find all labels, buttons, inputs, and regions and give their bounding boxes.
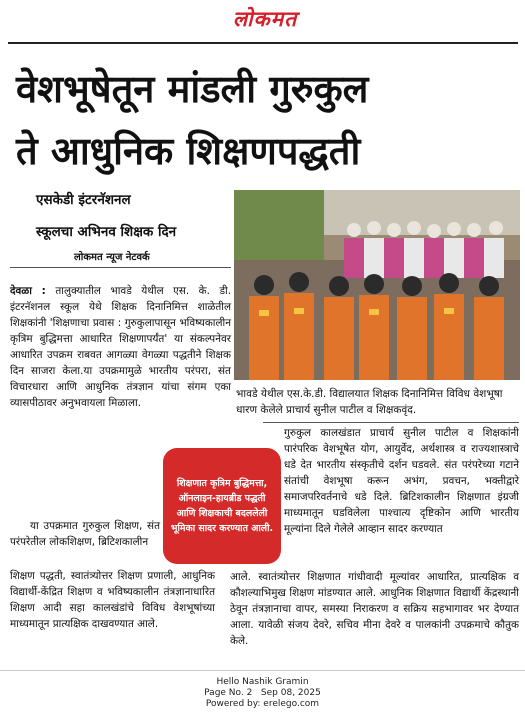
callout-box	[163, 448, 281, 564]
caption-rule	[263, 422, 519, 423]
byline: लोकमत न्यूज नेटवर्क	[74, 252, 150, 263]
byline-rule	[10, 267, 231, 268]
headline-line-1: वेशभूषेतून मांडली गुरुकुल	[16, 67, 369, 111]
lokmat-logo: लोकमत	[232, 6, 298, 31]
article-paragraph-2: उपक्रमामुळे भारतीय परंपरा, संत विचारधारा आणि आधुनिक तंत्रज्ञान यांचा संगम एका व्यासपीठावर अनुभवायला मिळाला.	[10, 365, 231, 409]
article-paragraph-4: शिक्षण पद्धती, स्वातंत्र्योत्तर शिक्षण प्रणाली, आधुनिक विद्यार्थी-केंद्रित शिक्षण व भविष्यकालीन तंत्रज्ञानाधारित शिक्षण आदी सहा कालखंडांचे विविध वेशभूषांच्या माध्यमातून प्रात्यक्षिक दाखवण्यात आले.	[10, 570, 215, 630]
footer-powered-by: Powered by: erelego.com	[205, 699, 320, 709]
photo-caption: भावडे येथील एस.के.डी. विद्यालयात शिक्षक दिनानिमित्त विविध वेशभूषा धारण केलेले प्राचार्य सुनील पाटील व शिक्षकवृंद.	[236, 388, 503, 416]
subheadline-line-1: एसकेडी इंटरनॅशनल	[36, 192, 131, 208]
article-column-left-lower	[10, 518, 160, 550]
dateline: देवळा :	[10, 285, 46, 297]
article-paragraph-5: गुरुकुल कालखंडात प्राचार्य सुनील पाटील व शिक्षकांनी पारंपरिक वेशभूषेत योग, आयुर्वेद, अर्थशास्त्र व राज्यशास्त्राचे धडे देत भारतीय संस्कृतीचे दर्शन घडवले. संत परंपरेच्या गटाने संतांची वेशभूषा करून अभंग, प्रवचन, भक्तीद्वारे समाजपरिवर्तनाचे धडे दिले. ब्रिटिशकालीन शिक्षणात इंग्रजी माध्यमातून घडविलेला पाश्चात्य दृष्टिकोन आणि भारतीय मूल्यांना दिले गेलेले आव्हान सादर करण्यात	[284, 427, 519, 535]
article-column-left	[10, 283, 231, 411]
masthead	[0, 0, 525, 44]
article-column-right-lower	[230, 569, 519, 649]
footer-edition: Hello Nashik Gramin	[216, 677, 309, 687]
article-column-left-bottom	[10, 568, 215, 632]
article-paragraph-6: आले. स्वातंत्र्योत्तर शिक्षणात गांधीवादी मूल्यांवर आधारित, प्रात्यक्षिक व कौशल्याभिमुख शिक्षण मांडण्यात आले. आधुनिक शिक्षणात विद्यार्थी केंद्रस्थानी ठेवून तंत्रज्ञानाचा वापर, समस्या निराकरण व सक्रिय सहभागावर भर देण्यात आला. यावेळी संजय देवरे, सचिव मीना देवरे व पालकांनी उपक्रमाचे कौतुक केले.	[230, 571, 519, 647]
article-paragraph-3: या उपक्रमात गुरुकुल शिक्षण, संत परंपरेतील लोकशिक्षण, ब्रिटिशकालीन	[10, 520, 160, 548]
subheadline-line-2: स्कूलचा अभिनव शिक्षक दिन	[36, 224, 177, 240]
article-paragraph-1: तालुक्यातील भावडे येथील एस. के. डी. इंटरनॅशनल स्कूल येथे शिक्षक दिनानिमित्त शाळेतील शिक्षकांनी 'शिक्षणाचा प्रवास : गुरुकुलापासून भविष्यकालीन कृत्रिम बुद्धिमत्ता आधारित शिक्षणापर्यंत' या संकल्पनेवर आधारित उपक्रम राबवत आगळ्या वेगळ्या पद्धतीने शिक्षक दिन साजरा केला.या	[10, 285, 232, 377]
photo-group-of-teachers	[234, 190, 520, 380]
article-column-right	[284, 425, 519, 537]
page-footer	[0, 677, 525, 710]
masthead-rule	[8, 42, 518, 44]
footer-page-date: Page No. 2 Sep 08, 2025	[204, 688, 321, 698]
callout-text: शिक्षणात कृत्रिम बुद्धिमत्ता, ऑनलाइन-हायब्रीड पद्धती आणि शिक्षकाची बदललेली भूमिका सादर करण्यात आली.	[170, 478, 274, 534]
article-photo	[234, 190, 520, 380]
headline-line-2: ते आधुनिक शिक्षणपद्धती	[16, 129, 361, 173]
